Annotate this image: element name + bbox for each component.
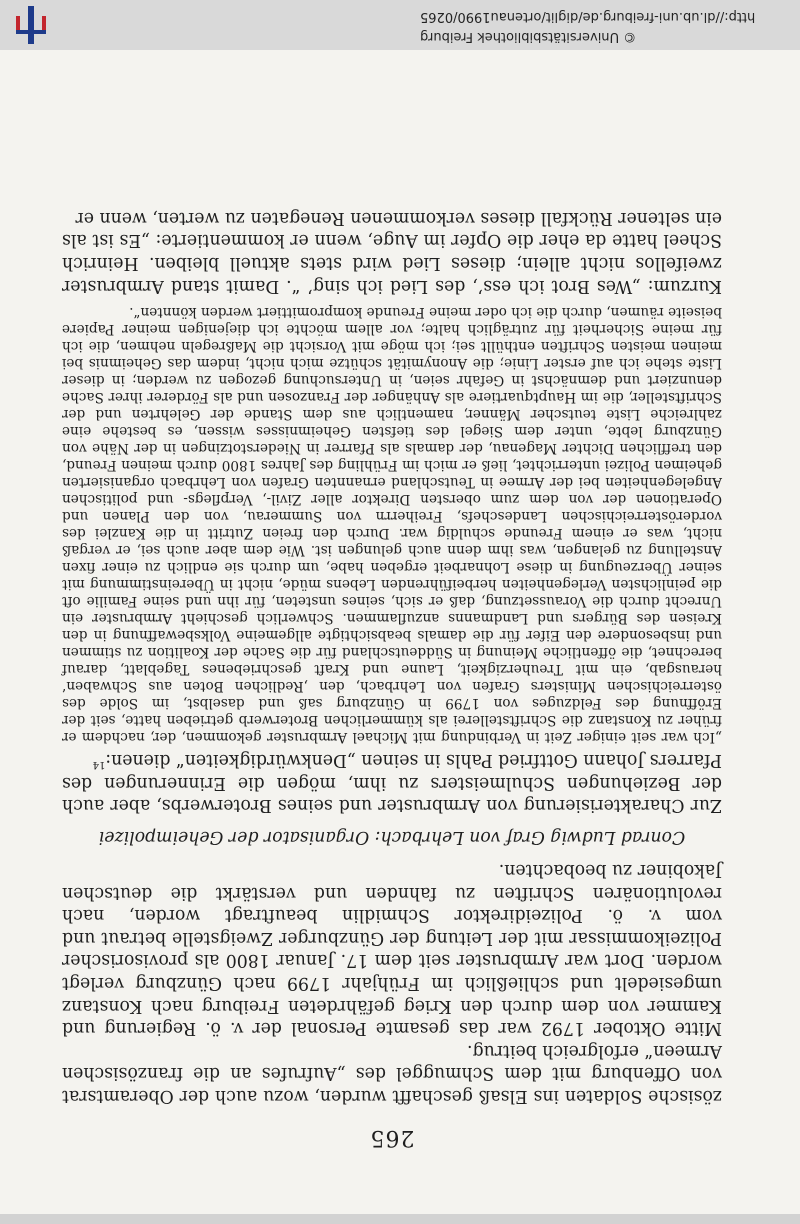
- paragraph-outro: Kurzum: „Wes Brot ich ess’, des Lied ich sing’ “. Damit stand Armbruster zweifellos nicht allein; dieses Lied wird stets aktuell bleiben. Heinrich Scheel hatte da eher die Opfer im Auge, wenn er kommentierte: „Es ist als ein seltener Rückfall dieses verkommenen Renegaten zu werten, wenn er: [62, 207, 722, 296]
- source-url[interactable]: http://dl.ub.uni-freiburg.de/diglit/ortenau1990/0265: [420, 9, 756, 24]
- library-logo-icon: [10, 4, 52, 46]
- header-rotated-group: [0, 0, 800, 50]
- page-text-block: [62, 206, 722, 1150]
- copyright-credit: © Universitätsbibliothek Freiburg: [420, 29, 637, 44]
- paragraph-intro: [62, 749, 722, 817]
- viewer-footer: [0, 1214, 800, 1224]
- page-number: 265: [369, 1125, 415, 1150]
- paragraph-2: Mitte Oktober 1792 war das gesamte Personal der v. ö. Regierung und Kammer von dem durch den Krieg gefährdeten Freiburg nach Konstanz umgesiedelt und schließlich im Frühjahr 1799 nach Günzburg verlegt worden. Dort war Armbruster seit dem 17. Januar 1800 als provisorischer Polizeikommissar mit der Leitung der Günzburger Zweigstelle betraut und vom v. ö. Polizeidirektor Schmidlin beauftragt worden, nach revolutionären Schriften zu fahnden und verstärkt die deutschen Jakobiner zu beobachten.: [62, 860, 722, 1039]
- footnote-reference: 14: [92, 759, 106, 771]
- viewer-header: [0, 0, 800, 50]
- block-quote: „Ich war seit einiger Zeit in Verbindung mit Michael Armbruster gekommen, der, nachdem er früher zu Konstanz die Schriftstellerei als kümmerlichen Broterwerb getrieben hatte, seit der Eröffnung des Feldzuges von 1799 in Günzburg saß und daselbst, im Solde des österreichischen Ministers Grafen von Lehrbach, den ‚Redlichen Boten aus Schwaben‘ herausgab, ein mit Treuherzigkeit, Laune und Kraft geschriebenes Tageblatt, darauf berechnet, die öffentliche Meinung in Süddeutschland für die Sache der Koalition zu stimmen und insbesondere den Eifer für die damals beabsichtigte allgemeine Volksbewaffnung in den Kreisen des Bürgers und Landmanns anzuflammen. Schwerlich geschieht Armbruster ein Unrecht durch die Voraussetzung, daß er sich, seines unsteten, für ihn und seine Familie oft die peinlichsten Verlegenheiten herbeiführenden Lebens müde, nicht in Übereinstimmung mit seiner Überzeugung in diese Lohnarbeit ergeben habe, um durch sie endlich zu einer fixen Anstellung zu gelangen, was ihm denn auch gelungen ist. Wie dem aber auch sei, er vergaß nicht, was er einem Freunde schuldig war. Durch den freien Zutritt in die Kanzlei des vorderösterreichischen Landeschefs, Freiherrn von Summerau, von den Planen und Operationen der von dem zum obersten Direktor aller Zivil-, Verpflegs- und politischen Angelegenheiten bei der Armee in Teutschland ernannten Grafen von Lehrbach organisierten geheimen Polizei unterrichtet, ließ er mich im Frühling des Jahres 1800 durch meinen Freund, den trefflichen Dichter Magenau, der damals als Pfarrer in Niederstotzingen in der Nähe von Günzburg lebte, unter dem Siegel des tiefsten Geheimnisses wissen, es bestehe eine zahlreiche Liste teutscher Männer, namentlich aus dem Stande der Gelehrten und der Schriftsteller, die im Hauptquartiere als Anhänger der Franzosen und als Förderer ihrer Sache denunziert und demnächst in Gefahr seien, in Untersuchung gezogen zu werden; in dieser Liste stehe ich auf erster Linie; die Anonymität schütze mich nicht, indem das Geheimnis bei meinen meisten Schriften enthüllt sei; ich möge mit Vorsicht die Maßregeln nehmen, die ich für meine Sicherheit für zuträglich halte; vor allem möchte ich diejenigen meiner Papiere beiseite räumen, durch die ich oder meine Freunde kompromittiert werden könnten“.: [62, 303, 722, 745]
- scanned-page: [0, 50, 800, 1214]
- section-heading: Conrad Ludwig Graf von Lehrbach: Organisator der Geheimpolizei: [98, 827, 686, 848]
- paragraph-1: zösische Soldaten ins Elsaß geschafft wurden, wozu auch der Oberamtsrat von Offenburg mit dem Schmuggel des „Aufrufes an die französischen Armeen“ erfolgreich beitrug.: [62, 1040, 722, 1106]
- paragraph-intro-text: Zur Charakterisierung von Armbruster und seines Broterwerbs, aber auch der Beziehungen Schulmeisters zu ihm, mögen die Erinnerungen des Pfarrers Johann Gottfried Pahls in seinen „Denkwürdigkeiten“ dienen:: [62, 750, 722, 816]
